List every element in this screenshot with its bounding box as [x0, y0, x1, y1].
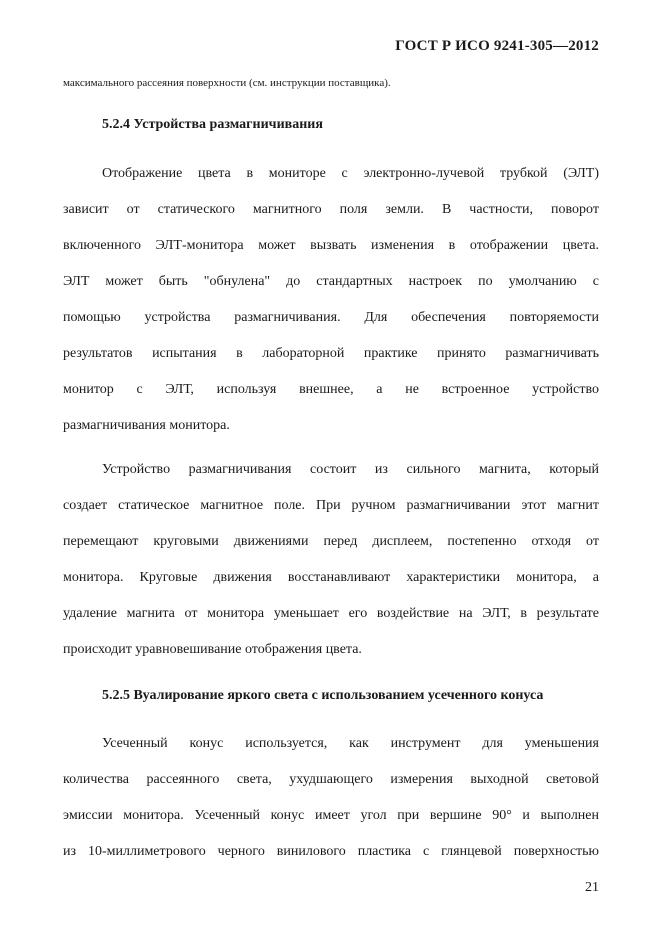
- text-line: удаление магнита от монитора уменьшает его воздействие на ЭЛТ, в результате: [63, 606, 599, 621]
- page-number: 21: [585, 880, 599, 895]
- paragraph-degaussing-1: [63, 164, 599, 452]
- section-heading-5-2-4: 5.2.4 Устройства размагничивания: [102, 117, 323, 132]
- text-line: эмиссии монитора. Усеченный конус имеет угол при вершине 90° и выполнен: [63, 808, 599, 823]
- document-header: ГОСТ Р ИСО 9241-305—2012: [395, 38, 599, 54]
- text-line: Отображение цвета в мониторе с электронно-лучевой трубкой (ЭЛТ): [102, 166, 599, 181]
- text-line: из 10-миллиметрового черного винилового пластика с глянцевой поверхностью: [63, 844, 599, 859]
- section-heading-5-2-5: 5.2.5 Вуалирование яркого света с использованием усеченного конуса: [102, 688, 544, 703]
- text-line: ЭЛТ может быть "обнулена" до стандартных настроек по умолчанию с: [63, 274, 599, 289]
- paragraph-degaussing-2: [63, 460, 599, 676]
- text-line: результатов испытания в лабораторной практике принято размагничивать: [63, 346, 599, 361]
- text-line: происходит уравновешивание отображения цвета.: [63, 642, 362, 657]
- paragraph-truncated-cone: [63, 734, 599, 878]
- text-line: монитор с ЭЛТ, используя внешнее, а не встроенное устройство: [63, 382, 599, 397]
- text-line: размагничивания монитора.: [63, 418, 230, 433]
- text-line: Усеченный конус используется, как инструмент для уменьшения: [102, 736, 599, 751]
- text-line: количества рассеянного света, ухудшающего измерения выходной световой: [63, 772, 599, 787]
- text-line: зависит от статического магнитного поля земли. В частности, поворот: [63, 202, 599, 217]
- text-line: включенного ЭЛТ-монитора может вызвать изменения в отображении цвета.: [63, 238, 599, 253]
- text-line: перемещают круговыми движениями перед дисплеем, постепенно отходя от: [63, 534, 599, 549]
- text-line: создает статическое магнитное поле. При ручном размагничивании этот магнит: [63, 498, 599, 513]
- text-line: помощью устройства размагничивания. Для обеспечения повторяемости: [63, 310, 599, 325]
- text-line: монитора. Круговые движения восстанавливают характеристики монитора, а: [63, 570, 599, 585]
- text-line: Устройство размагничивания состоит из сильного магнита, который: [102, 462, 599, 477]
- continuation-text: максимального рассеяния поверхности (см. инструкции поставщика).: [63, 77, 391, 89]
